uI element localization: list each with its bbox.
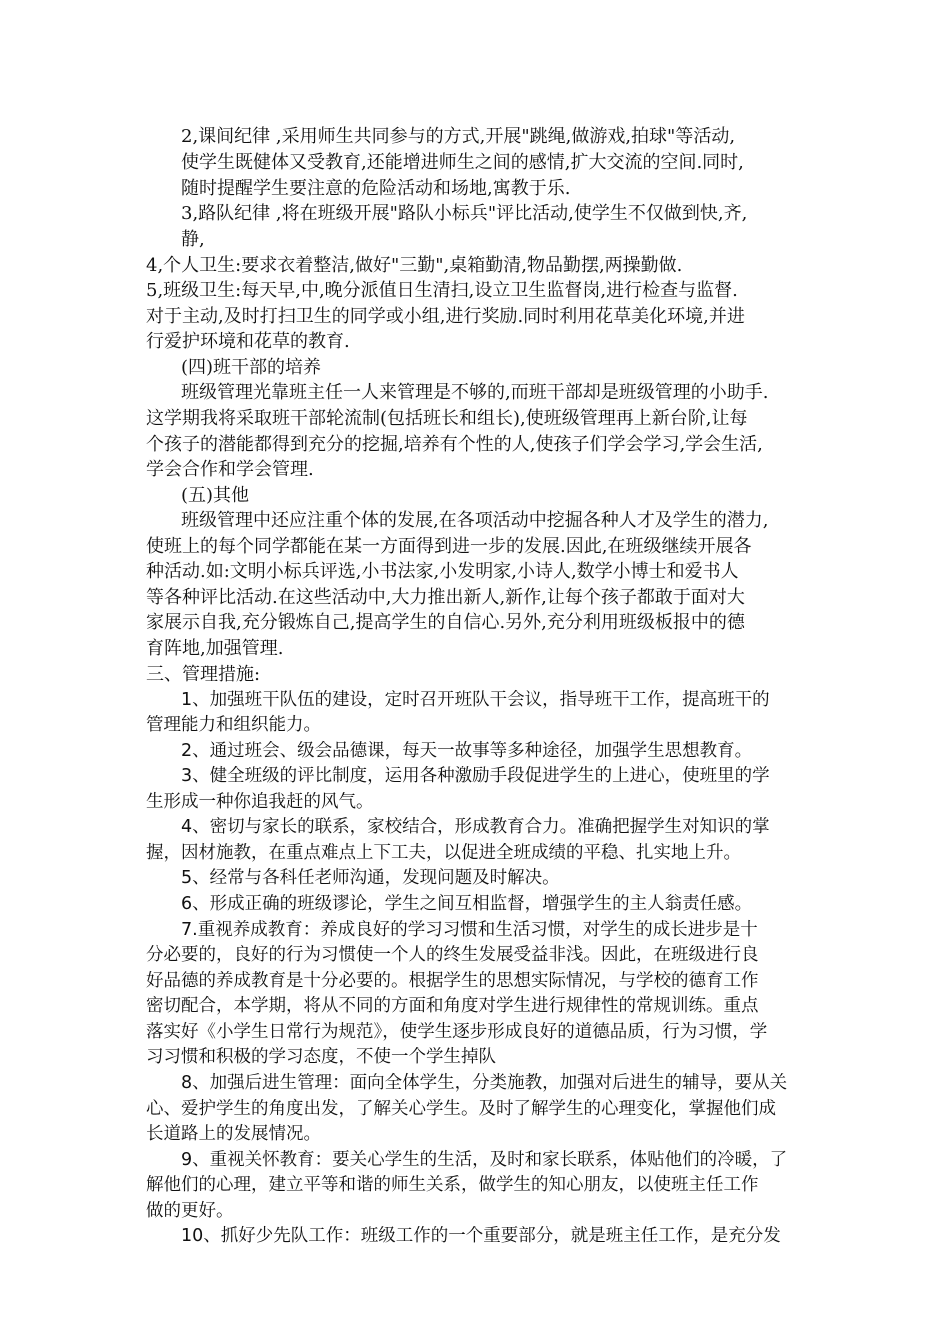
- text-line: 等各种评比活动.在这些活动中,大力推出新人,新作,让每个孩子都敢于面对大: [146, 587, 745, 608]
- text-line: 2、通过班会、级会品德课，每天一故事等多种途径，加强学生思想教育。: [181, 741, 753, 761]
- text-line: 4、密切与家长的联系，家校结合，形成教育合力。准确把握学生对知识的掌: [181, 817, 770, 837]
- text-line: 使学生既健体又受教育,还能增进师生之间的感情,扩大交流的空间.同时,: [181, 152, 744, 173]
- section-heading: 三、管理措施:: [146, 664, 261, 685]
- text-line: 分必要的，良好的行为习惯使一个人的终生发展受益非浅。因此，在班级进行良: [146, 945, 759, 965]
- text-line: 做的更好。: [146, 1201, 234, 1221]
- text-line: 心、爱护学生的角度出发，了解关心学生。及时了解学生的心理变化，掌握他们成: [146, 1099, 776, 1119]
- text-line: 7.重视养成教育：养成良好的学习习惯和生活习惯，对学生的成长进步是十: [181, 920, 758, 940]
- text-line: 解他们的心理，建立平等和谐的师生关系，做学生的知心朋友，以使班主任工作: [146, 1175, 759, 1195]
- text-line: 4,个人卫生:要求衣着整洁,做好"三勤",桌箱勤清,物品勤摆,两操勤做.: [146, 255, 683, 276]
- text-line: 密切配合，本学期，将从不同的方面和角度对学生进行规律性的常规训练。重点: [146, 996, 759, 1016]
- text-line: 握，因材施教，在重点难点上下工夫，以促进全班成绩的平稳、扎实地上升。: [146, 843, 741, 863]
- text-line: 习习惯和积极的学习态度，不使一个学生掉队: [146, 1047, 496, 1067]
- text-line: 静,: [181, 229, 205, 250]
- text-line: 落实好《小学生日常行为规范》，使学生逐步形成良好的道德品质，行为习惯，学: [146, 1022, 768, 1042]
- text-line: 家展示自我,充分锻炼自己,提高学生的自信心.另外,充分利用班级板报中的德: [146, 612, 745, 633]
- text-line: 3,路队纪律 ,将在班级开展"路队小标兵"评比活动,使学生不仅做到快,齐,: [181, 203, 748, 224]
- text-line: 这学期我将采取班干部轮流制(包括班长和组长),使班级管理再上新台阶,让每: [146, 408, 748, 429]
- text-line: 9、重视关怀教育：要关心学生的生活，及时和家长联系，体贴他们的冷暖，了: [181, 1150, 788, 1170]
- text-line: 学会合作和学会管理.: [146, 459, 314, 480]
- text-line: 班级管理光靠班主任一人来管理是不够的,而班干部却是班级管理的小助手.: [181, 382, 769, 403]
- text-line: 长道路上的发展情况。: [146, 1124, 321, 1144]
- text-line: 使班上的每个同学都能在某一方面得到进一步的发展.因此,在班级继续开展各: [146, 536, 752, 557]
- text-line: 行爱护环境和花草的教育.: [146, 331, 350, 352]
- text-line: 育阵地,加强管理.: [146, 638, 284, 659]
- text-line: 对于主动,及时打扫卫生的同学或小组,进行奖励.同时利用花草美化环境,并进: [146, 306, 745, 327]
- text-line: 生形成一种你追我赶的风气。: [146, 792, 374, 812]
- text-line: 5,班级卫生:每天早,中,晚分派值日生清扫,设立卫生监督岗,进行检查与监督.: [146, 280, 738, 301]
- text-line: 好品德的养成教育是十分必要的。根据学生的思想实际情况，与学校的德育工作: [146, 971, 759, 991]
- text-line: 班级管理中还应注重个体的发展,在各项活动中挖掘各种人才及学生的潜力,: [181, 510, 769, 531]
- text-line: 10、抓好少先队工作：班级工作的一个重要部分，就是班主任工作，是充分发: [181, 1226, 781, 1246]
- text-line: 种活动.如:文明小标兵评选,小书法家,小发明家,小诗人,数学小博士和爱书人: [146, 561, 739, 582]
- text-line: 管理能力和组织能力。: [146, 715, 321, 735]
- text-line: 个孩子的潜能都得到充分的挖掘,培养有个性的人,使孩子们学会学习,学会生活,: [146, 434, 763, 455]
- text-line: 5、经常与各科任老师沟通，发现问题及时解决。: [181, 868, 560, 888]
- text-line: 1、加强班干队伍的建设，定时召开班队干会议，指导班干工作，提高班干的: [181, 690, 770, 710]
- text-line: 随时提醒学生要注意的危险活动和场地,寓教于乐.: [181, 178, 571, 199]
- text-line: 2,课间纪律 ,采用师生共同参与的方式,开展"跳绳,做游戏,拍球"等活动,: [181, 126, 736, 147]
- text-line: 8、加强后进生管理：面向全体学生，分类施教，加强对后进生的辅导，要从关: [181, 1073, 788, 1093]
- section-heading: (四)班干部的培养: [181, 357, 322, 378]
- section-heading: (五)其他: [181, 485, 250, 506]
- text-line: 3、健全班级的评比制度，运用各种激励手段促进学生的上进心，使班里的学: [181, 766, 770, 786]
- text-line: 6、形成正确的班级谬论，学生之间互相监督，增强学生的主人翁责任感。: [181, 894, 753, 914]
